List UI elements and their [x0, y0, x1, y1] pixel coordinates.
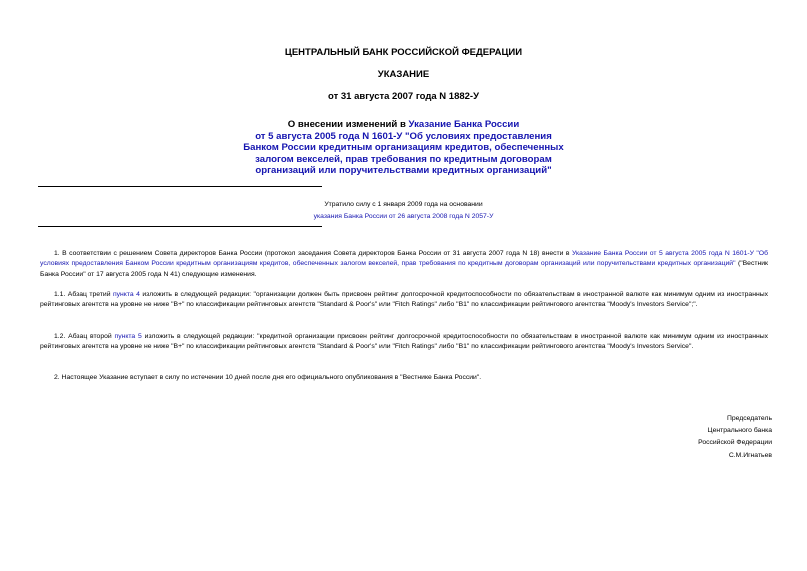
title-link-line5[interactable]: организаций или поручительствами кредитных организаций" [255, 165, 552, 177]
signature-block [698, 413, 772, 462]
issuer-heading: ЦЕНТРАЛЬНЫЙ БАНК РОССИЙСКОЙ ФЕДЕРАЦИИ [284, 47, 523, 58]
paragraph-2-text: 2. Настоящее Указание вступает в силу по истечении 10 дней после дня его официального опубликования в "Вестнике Банка России". [54, 374, 482, 381]
document-date-number: от 31 августа 2007 года N 1882-У [328, 91, 479, 102]
paragraph-2 [40, 373, 768, 383]
title-link-line3[interactable]: Банком России кредитным организациям кредитов, обеспеченных [243, 142, 564, 154]
signature-name: С.М.Игнатьев [728, 451, 772, 459]
link-decree-1601[interactable]: Указание Банка России от 5 августа 2005 года N 1601-У "Об условиях предоставления Банком России кредитным организациям кредитов, обеспеченных залогом векселей, прав требования по кредитным договорам организаций или поручительствами кредитных организаций" [40, 250, 768, 268]
paragraph-1-2-text: 1.2. Абзац второй [54, 333, 115, 340]
divider-bottom [38, 226, 322, 227]
signature-title: Председатель [727, 415, 772, 422]
title-prefix: О внесении изменений в [287, 119, 409, 130]
document-title [200, 119, 607, 177]
divider-top [38, 186, 322, 187]
status-link-repeal[interactable]: указания Банка России от 26 августа 2008 года N 2057-У [313, 213, 494, 220]
status-note [200, 199, 607, 223]
paragraph-1-2 [40, 332, 768, 353]
link-point-5[interactable]: пункта 5 [114, 333, 142, 340]
paragraph-1-1-text: 1.1. Абзац третий [54, 291, 113, 298]
title-link-decree[interactable]: Указание Банка России [408, 119, 520, 130]
link-point-4[interactable]: пункта 4 [112, 291, 140, 298]
paragraph-1-tail: ("Вестник Банка России" от 17 августа 2005 года N 41) следующие изменения. [40, 260, 768, 278]
paragraph-1-2-tail: изложить в следующей редакции: "кредитной организации присвоен рейтинг долгосрочной кредитоспособности по обязательствам в иностранной валюте как минимум одним из иностранных рейтинговых агентств на уровне не ниже "B+" по классификации рейтинговых агентств "Standard & Poor's" или "Fitch Ratings" либо "B1" по классификации рейтингового агентства "Moody's Investors Service". [40, 333, 768, 351]
signature-org: Центрального банка [707, 427, 772, 435]
paragraph-1-1-tail: изложить в следующей редакции: "организации должен быть присвоен рейтинг долгосрочной кредитоспособности по обязательствам в иностранной валюте как минимум одним из иностранных рейтинговых агентств на уровне не ниже "B+" по классификации рейтинговых агентств "Standard & Poor's" или "Fitch Ratings" либо "B1" по классификации рейтингового агентства "Moody's Investors Service";". [40, 291, 768, 309]
paragraph-1-1 [40, 290, 768, 311]
paragraph-1 [40, 249, 768, 280]
title-link-line4[interactable]: залогом векселей, прав требования по кредитным договорам [255, 153, 552, 165]
document-type: УКАЗАНИЕ [377, 69, 430, 80]
title-link-line2[interactable]: от 5 августа 2005 года N 1601-У "Об условиях предоставления [255, 130, 552, 142]
status-line: Утратило силу с 1 января 2009 года на основании [324, 201, 483, 208]
signature-org-country: Российской Федерации [698, 439, 772, 447]
paragraph-1-text: 1. В соответствии с решением Совета директоров Банка России (протокол заседания Совета директоров Банка России от 31 августа 2007 года N 18) внести в [54, 250, 572, 257]
